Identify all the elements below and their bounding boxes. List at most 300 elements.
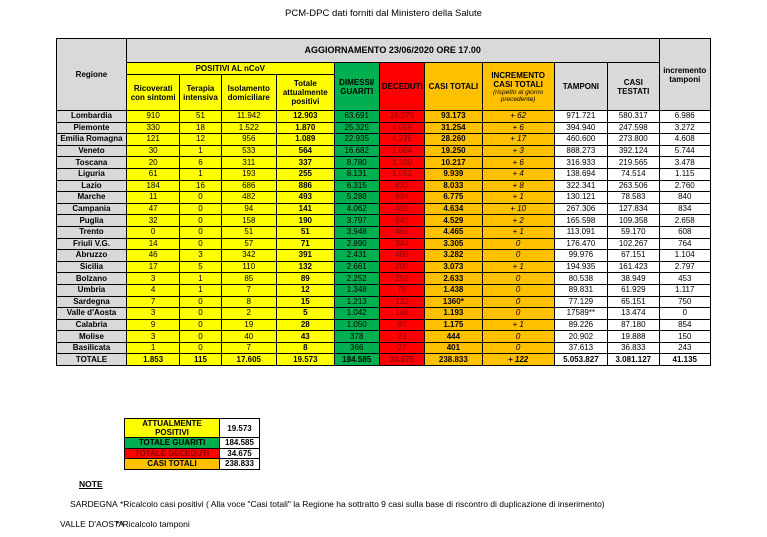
header-totale-positivi: Totale attualmente positivi [277,75,335,111]
cell-casi-totali: 4.465 [425,226,483,238]
cell-totale-positivi: 141 [277,203,335,215]
cell-region: Abruzzo [57,250,127,262]
cell-dimessi: 2.661 [334,261,379,273]
header-casi-testati: CASI TESTATI [608,63,659,111]
cell-isolamento: 11.942 [221,111,277,123]
cell-region: Lombardia [57,111,127,123]
cell-region: Sicilia [57,261,127,273]
cell-incremento: + 6 [482,157,554,169]
cell-ricoverati: 14 [126,238,179,250]
cell-incremento-tamponi: 834 [659,203,711,215]
cell-totale-positivi: 564 [277,145,335,157]
summary-row [125,459,260,470]
cell-isolamento: 85 [221,273,277,285]
cell-incremento-tamponi: 608 [659,226,711,238]
cell-terapia: 115 [180,354,221,366]
cell-isolamento: 8 [221,296,277,308]
header-incremento-sub: (rispetto al giorno precedente) [493,88,544,103]
cell-dimessi: 16.682 [334,145,379,157]
cell-isolamento: 342 [221,250,277,262]
cell-totale-positivi: 8 [277,342,335,354]
cell-incremento: 0 [482,284,554,296]
cell-isolamento: 7 [221,342,277,354]
cell-deceduti: 78 [379,284,424,296]
cell-dimessi: 6.315 [334,180,379,192]
cell-deceduti: 146 [379,308,424,320]
cell-casi-totali: 28.260 [425,134,483,146]
cell-terapia: 3 [180,250,221,262]
cell-isolamento: 482 [221,192,277,204]
cell-terapia: 0 [180,203,221,215]
cell-totale-positivi: 89 [277,273,335,285]
cell-region: Valle d'Aosta [57,308,127,320]
table-row [57,261,711,273]
header-incremento-tamponi: incremento tamponi [659,39,711,111]
table-row [57,168,711,180]
cell-totale-positivi: 51 [277,226,335,238]
cell-totale-positivi: 391 [277,250,335,262]
table-row [57,319,711,331]
cell-casi-testati: 109.358 [608,215,659,227]
summary-label: TOTALE GUARITI [125,438,220,449]
cell-ricoverati: 1.853 [126,354,179,366]
table-row [57,296,711,308]
cell-incremento: 0 [482,331,554,343]
cell-ricoverati: 910 [126,111,179,123]
cell-totale-positivi: 19.573 [277,354,335,366]
total-row [57,354,711,366]
cell-terapia: 0 [180,215,221,227]
cell-terapia: 51 [180,111,221,123]
table-row [57,145,711,157]
cell-incremento-tamponi: 750 [659,296,711,308]
cell-incremento-tamponi: 2.760 [659,180,711,192]
cell-dimessi: 8.780 [334,157,379,169]
cell-tamponi: 113.091 [554,226,607,238]
cell-casi-totali: 19.250 [425,145,483,157]
table-row [57,157,711,169]
cell-casi-testati: 36.833 [608,342,659,354]
cell-tamponi: 89.226 [554,319,607,331]
summary-label: CASI TOTALI [125,459,220,470]
cell-region: Veneto [57,145,127,157]
cell-deceduti: 832 [379,180,424,192]
cell-incremento-tamponi: 1.115 [659,168,711,180]
cell-incremento: 0 [482,250,554,262]
cell-isolamento: 2 [221,308,277,320]
cell-terapia: 1 [180,273,221,285]
cell-deceduti: 431 [379,203,424,215]
cell-casi-testati: 392.124 [608,145,659,157]
cell-dimessi: 63.691 [334,111,379,123]
cell-deceduti: 542 [379,215,424,227]
cell-isolamento: 19 [221,319,277,331]
cell-dimessi: 25.325 [334,122,379,134]
cell-casi-testati: 161.423 [608,261,659,273]
cell-incremento: 0 [482,296,554,308]
cell-incremento-tamponi: 0 [659,308,711,320]
cell-tamponi: 20.902 [554,331,607,343]
cell-totale-positivi: 1.870 [277,122,335,134]
cell-tamponi: 80.538 [554,273,607,285]
cell-casi-testati: 78.583 [608,192,659,204]
cell-isolamento: 1.522 [221,122,277,134]
cell-totale-positivi: 493 [277,192,335,204]
header-regione: Regione [57,39,127,111]
cell-casi-totali: 2.633 [425,273,483,285]
cell-ricoverati: 0 [126,226,179,238]
cell-isolamento: 57 [221,238,277,250]
cell-dimessi: 1.348 [334,284,379,296]
table-row [57,192,711,204]
cell-terapia: 0 [180,238,221,250]
cell-tamponi: 394.940 [554,122,607,134]
summary-label: TOTALE DECEDUTI [125,448,220,459]
cell-dimessi: 4.062 [334,203,379,215]
cell-totale-positivi: 255 [277,168,335,180]
cell-isolamento: 110 [221,261,277,273]
cell-casi-testati: 580.317 [608,111,659,123]
cell-incremento-tamponi: 5.744 [659,145,711,157]
cell-incremento-tamponi: 2.658 [659,215,711,227]
cell-casi-totali: 1.438 [425,284,483,296]
covid-data-table [56,38,711,366]
cell-tamponi: 316.933 [554,157,607,169]
header-isolamento: Isolamento domiciliare [221,75,277,111]
cell-casi-totali: 93.173 [425,111,483,123]
cell-incremento-tamponi: 4.608 [659,134,711,146]
cell-incremento: + 8 [482,180,554,192]
cell-casi-testati: 3.081.127 [608,354,659,366]
cell-isolamento: 956 [221,134,277,146]
cell-terapia: 16 [180,180,221,192]
cell-casi-testati: 219.565 [608,157,659,169]
cell-tamponi: 194.935 [554,261,607,273]
cell-dimessi: 1.050 [334,319,379,331]
table-row [57,342,711,354]
summary-value: 184.585 [220,438,260,449]
cell-totale-positivi: 337 [277,157,335,169]
cell-isolamento: 94 [221,203,277,215]
cell-casi-testati: 127.834 [608,203,659,215]
summary-value: 34.675 [220,448,260,459]
cell-deceduti: 16.579 [379,111,424,123]
cell-tamponi: 888.273 [554,145,607,157]
cell-deceduti: 1.100 [379,157,424,169]
table-row [57,238,711,250]
cell-incremento: + 62 [482,111,554,123]
cell-region: Umbria [57,284,127,296]
cell-incremento-tamponi: 840 [659,192,711,204]
cell-totale-positivi: 12 [277,284,335,296]
cell-incremento: + 2 [482,215,554,227]
cell-ricoverati: 7 [126,296,179,308]
cell-tamponi: 267.306 [554,203,607,215]
cell-casi-testati: 273.800 [608,134,659,146]
header-tamponi: TAMPONI [554,63,607,111]
header-terapia: Terapia intensiva [180,75,221,111]
cell-ricoverati: 46 [126,250,179,262]
summary-value: 238.833 [220,459,260,470]
page-title: PCM-DPC dati forniti dal Ministero della Salute [285,8,482,19]
cell-incremento-tamponi: 3.272 [659,122,711,134]
cell-dimessi: 1.213 [334,296,379,308]
cell-terapia: 5 [180,261,221,273]
cell-incremento: + 1 [482,192,554,204]
cell-region: Puglia [57,215,127,227]
cell-deceduti: 466 [379,226,424,238]
cell-incremento-tamponi: 2.797 [659,261,711,273]
cell-dimessi: 1.042 [334,308,379,320]
cell-deceduti: 4.059 [379,122,424,134]
cell-region: Toscana [57,157,127,169]
table-row [57,284,711,296]
cell-terapia: 0 [180,296,221,308]
cell-terapia: 0 [180,319,221,331]
table-row [57,203,711,215]
cell-dimessi: 5.288 [334,192,379,204]
cell-casi-totali: 8.033 [425,180,483,192]
cell-totale-positivi: 12.903 [277,111,335,123]
cell-casi-totali: 238.833 [425,354,483,366]
cell-incremento-tamponi: 764 [659,238,711,250]
summary-label: ATTUALMENTE POSITIVI [125,419,220,438]
summary-row [125,448,260,459]
header-ricoverati: Ricoverati con sintomi [126,75,179,111]
cell-deceduti: 97 [379,319,424,331]
cell-incremento: + 1 [482,261,554,273]
cell-tamponi: 176.470 [554,238,607,250]
cell-ricoverati: 4 [126,284,179,296]
cell-casi-testati: 65.151 [608,296,659,308]
cell-isolamento: 311 [221,157,277,169]
summary-row [125,438,260,449]
cell-terapia: 1 [180,284,221,296]
cell-dimessi: 378 [334,331,379,343]
cell-isolamento: 533 [221,145,277,157]
cell-tamponi: 89.831 [554,284,607,296]
cell-casi-testati: 74.514 [608,168,659,180]
cell-region: Friuli V.G. [57,238,127,250]
cell-incremento: + 17 [482,134,554,146]
cell-isolamento: 17.605 [221,354,277,366]
note-valle-text: **Ricalcolo tamponi [116,519,190,529]
cell-isolamento: 686 [221,180,277,192]
summary-table [124,418,260,470]
table-row [57,273,711,285]
cell-terapia: 12 [180,134,221,146]
cell-ricoverati: 17 [126,261,179,273]
cell-tamponi: 138.694 [554,168,607,180]
cell-casi-totali: 3.305 [425,238,483,250]
cell-region: Sardegna [57,296,127,308]
cell-region: Trento [57,226,127,238]
cell-incremento-tamponi: 6.986 [659,111,711,123]
cell-tamponi: 5.053.827 [554,354,607,366]
cell-region: Molise [57,331,127,343]
cell-ricoverati: 3 [126,308,179,320]
cell-casi-totali: 6.775 [425,192,483,204]
cell-incremento: + 10 [482,203,554,215]
cell-region: Liguria [57,168,127,180]
note-sardegna-text: *Ricalcolo casi positivi ( Alla voce "Casi totali" la Regione ha sottratto 9 casi sulla base di riscontro di duplicazione di inserimento) [120,499,605,509]
cell-ricoverati: 32 [126,215,179,227]
cell-isolamento: 193 [221,168,277,180]
cell-terapia: 0 [180,342,221,354]
cell-ricoverati: 1 [126,342,179,354]
cell-dimessi: 2.890 [334,238,379,250]
cell-incremento-tamponi: 1.117 [659,284,711,296]
cell-ricoverati: 3 [126,273,179,285]
cell-deceduti: 27 [379,342,424,354]
cell-incremento-tamponi: 41.135 [659,354,711,366]
cell-tamponi: 99.976 [554,250,607,262]
cell-deceduti: 23 [379,331,424,343]
cell-totale-positivi: 5 [277,308,335,320]
header-incremento-label: INCREMENTO CASI TOTALI [491,70,545,89]
cell-incremento: + 4 [482,168,554,180]
cell-totale-positivi: 71 [277,238,335,250]
cell-totale-positivi: 886 [277,180,335,192]
table-row [57,226,711,238]
cell-deceduti: 994 [379,192,424,204]
notes-title: NOTE [79,479,103,489]
cell-region: Emilia Romagna [57,134,127,146]
cell-incremento: + 122 [482,354,554,366]
cell-dimessi: 22.935 [334,134,379,146]
cell-casi-testati: 87.180 [608,319,659,331]
cell-casi-totali: 31.254 [425,122,483,134]
cell-incremento: 0 [482,308,554,320]
cell-ricoverati: 11 [126,192,179,204]
cell-region: Piemonte [57,122,127,134]
cell-deceduti: 280 [379,261,424,273]
cell-totale-positivi: 43 [277,331,335,343]
cell-isolamento: 158 [221,215,277,227]
table-row [57,122,711,134]
cell-casi-totali: 1.193 [425,308,483,320]
header-deceduti: DECEDUTI [379,63,424,111]
table-row [57,331,711,343]
cell-region: Marche [57,192,127,204]
cell-region: Lazio [57,180,127,192]
table-row [57,215,711,227]
header-casi-totali: CASI TOTALI [425,63,483,111]
table-row [57,308,711,320]
cell-ricoverati: 9 [126,319,179,331]
cell-casi-totali: 4.634 [425,203,483,215]
cell-incremento: + 3 [482,145,554,157]
cell-region: Basilicata [57,342,127,354]
cell-casi-totali: 10.217 [425,157,483,169]
cell-ricoverati: 61 [126,168,179,180]
cell-dimessi: 2.431 [334,250,379,262]
header-incremento [482,63,554,111]
cell-casi-totali: 9.939 [425,168,483,180]
cell-totale-positivi: 1.089 [277,134,335,146]
cell-deceduti: 34.675 [379,354,424,366]
cell-terapia: 0 [180,226,221,238]
cell-ricoverati: 30 [126,145,179,157]
cell-incremento: + 1 [482,226,554,238]
table-row [57,111,711,123]
header-positivi-group: POSITIVI AL nCoV [126,63,334,75]
cell-incremento: + 6 [482,122,554,134]
note-sardegna-key: SARDEGNA [70,499,118,509]
cell-tamponi: 130.121 [554,192,607,204]
cell-dimessi: 366 [334,342,379,354]
cell-terapia: 0 [180,331,221,343]
cell-incremento-tamponi: 150 [659,331,711,343]
note-valle-key: VALLE D'AOSTA [60,519,125,529]
cell-incremento: 0 [482,273,554,285]
cell-casi-testati: 13.474 [608,308,659,320]
summary-value: 19.573 [220,419,260,438]
cell-casi-totali: 1.175 [425,319,483,331]
cell-incremento-tamponi: 3.478 [659,157,711,169]
cell-deceduti: 460 [379,250,424,262]
cell-tamponi: 165.598 [554,215,607,227]
cell-terapia: 0 [180,308,221,320]
cell-terapia: 0 [180,192,221,204]
cell-tamponi: 77.129 [554,296,607,308]
cell-casi-testati: 19.888 [608,331,659,343]
cell-ricoverati: 121 [126,134,179,146]
cell-incremento: 0 [482,342,554,354]
cell-casi-totali: 3.073 [425,261,483,273]
cell-casi-totali: 444 [425,331,483,343]
cell-dimessi: 184.585 [334,354,379,366]
cell-tamponi: 37.613 [554,342,607,354]
cell-deceduti: 1.553 [379,168,424,180]
cell-casi-totali: 1360* [425,296,483,308]
table-row [57,134,711,146]
cell-tamponi: 460.600 [554,134,607,146]
cell-tamponi: 322.341 [554,180,607,192]
cell-incremento: 0 [482,238,554,250]
cell-isolamento: 7 [221,284,277,296]
cell-isolamento: 40 [221,331,277,343]
cell-incremento-tamponi: 243 [659,342,711,354]
cell-region: Bolzano [57,273,127,285]
cell-casi-totali: 3.282 [425,250,483,262]
cell-ricoverati: 20 [126,157,179,169]
cell-incremento: + 1 [482,319,554,331]
cell-terapia: 1 [180,145,221,157]
cell-terapia: 18 [180,122,221,134]
cell-region: Campania [57,203,127,215]
cell-terapia: 1 [180,168,221,180]
cell-totale-positivi: 28 [277,319,335,331]
table-row [57,180,711,192]
cell-totale-positivi: 15 [277,296,335,308]
cell-deceduti: 292 [379,273,424,285]
cell-dimessi: 8.131 [334,168,379,180]
cell-casi-testati: 102.267 [608,238,659,250]
cell-terapia: 6 [180,157,221,169]
cell-region: Calabria [57,319,127,331]
cell-totale-positivi: 132 [277,261,335,273]
cell-casi-testati: 38.949 [608,273,659,285]
cell-deceduti: 132 [379,296,424,308]
cell-ricoverati: 184 [126,180,179,192]
cell-dimessi: 2.252 [334,273,379,285]
cell-incremento-tamponi: 1.104 [659,250,711,262]
cell-deceduti: 2.004 [379,145,424,157]
cell-casi-testati: 263.506 [608,180,659,192]
cell-casi-testati: 67.151 [608,250,659,262]
cell-dimessi: 3.948 [334,226,379,238]
